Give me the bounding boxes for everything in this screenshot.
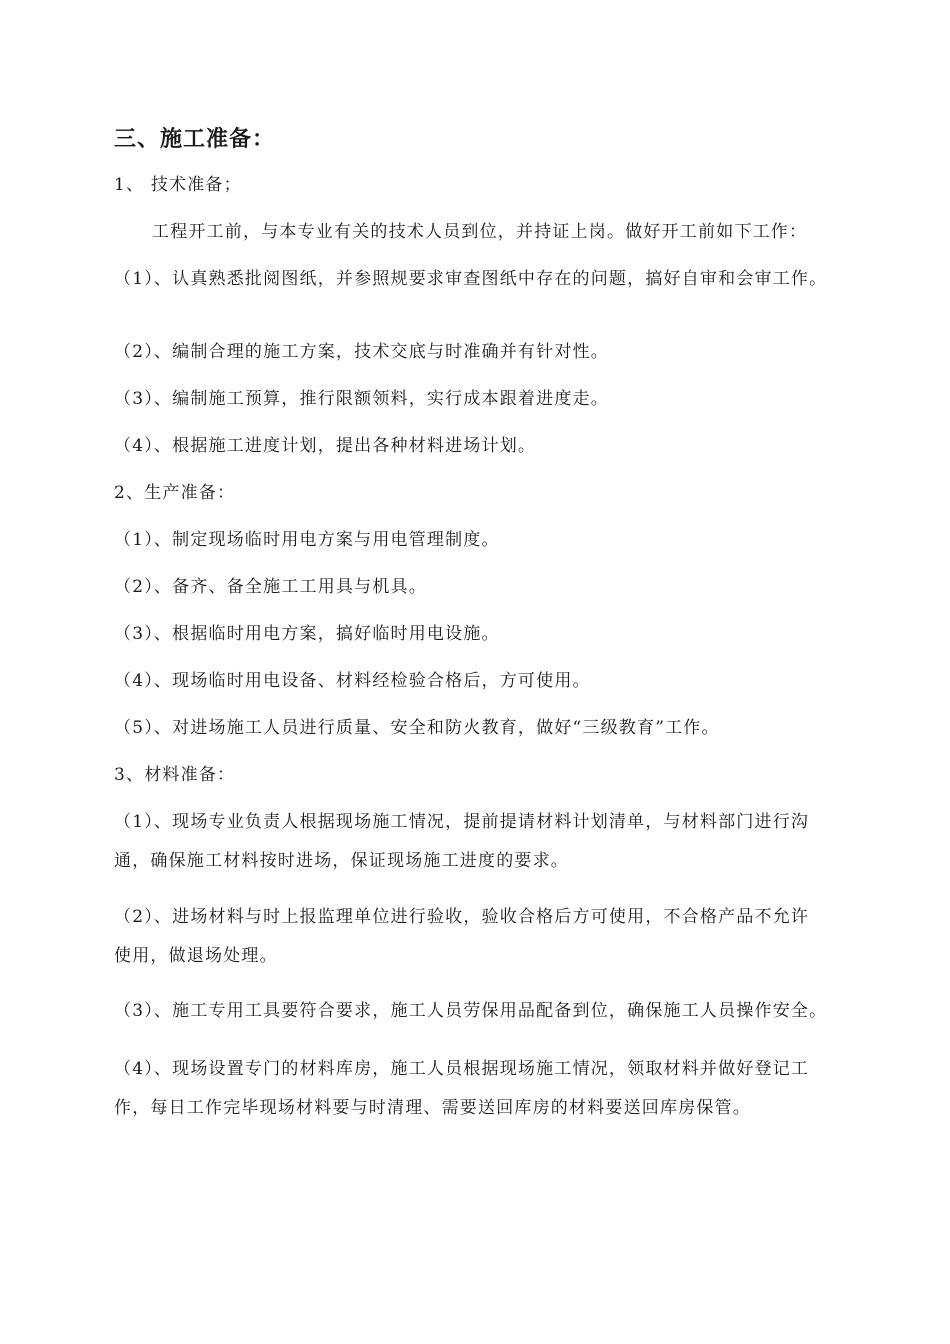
tech-prep-intro: 工程开工前，与本专业有关的技术人员到位，并持证上岗。做好开工前如下工作： xyxy=(152,222,808,242)
production-prep-item-3: （3）、根据临时用电方案，搞好临时用电设施。 xyxy=(114,624,500,644)
section-title: 三、施工准备： xyxy=(114,126,276,152)
material-prep-item-4 xyxy=(114,1050,874,1128)
production-prep-heading: 2、生产准备： xyxy=(114,483,236,503)
material-prep-item-4-line-1: （4）、现场设置专门的材料库房，施工人员根据现场施工情况，领取材料并做好登记工 xyxy=(114,1059,810,1079)
tech-prep-heading: 1、 技术准备； xyxy=(114,175,242,195)
material-prep-item-1 xyxy=(114,803,874,881)
material-prep-item-2 xyxy=(114,898,874,976)
production-prep-item-4: （4）、现场临时用电设备、材料经检验合格后，方可使用。 xyxy=(114,671,591,691)
material-prep-item-1-line-2: 通，确保施工材料按时进场，保证现场施工进度的要求。 xyxy=(114,851,569,871)
material-prep-item-3 xyxy=(114,992,874,1031)
production-prep-item-5: （5）、对进场施工人员进行质量、安全和防火教育，做好“三级教育”工作。 xyxy=(114,718,720,738)
tech-prep-item-4: （4）、根据施工进度计划，提出各种材料进场计划。 xyxy=(114,436,537,456)
material-prep-item-4-line-2: 作，每日工作完毕现场材料要与时清理、需要送回库房的材料要送回库房保管。 xyxy=(114,1098,751,1118)
production-prep-item-1: （1）、制定现场临时用电方案与用电管理制度。 xyxy=(114,530,500,550)
material-prep-item-3-line-1: （3）、施工专用工具要符合要求，施工人员劳保用品配备到位，确保施工人员操作安全。 xyxy=(114,1001,828,1021)
material-prep-item-2-line-2: 使用，做退场处理。 xyxy=(114,946,278,966)
material-prep-item-2-line-1: （2）、进场材料与时上报监理单位进行验收，验收合格后方可使用，不合格产品不允许 xyxy=(114,907,810,927)
material-prep-heading: 3、材料准备： xyxy=(114,765,236,785)
tech-prep-item-1: （1）、认真熟悉批阅图纸，并参照规要求审查图纸中存在的问题，搞好自审和会审工作。 xyxy=(114,269,828,289)
tech-prep-item-2: （2）、编制合理的施工方案，技术交底与时准确并有针对性。 xyxy=(114,342,609,362)
material-prep-item-1-line-1: （1）、现场专业负责人根据现场施工情况，提前提请材料计划清单，与材料部门进行沟 xyxy=(114,812,810,832)
tech-prep-item-3: （3）、编制施工预算，推行限额领料，实行成本跟着进度走。 xyxy=(114,389,609,409)
production-prep-item-2: （2）、备齐、备全施工工用具与机具。 xyxy=(114,577,427,597)
